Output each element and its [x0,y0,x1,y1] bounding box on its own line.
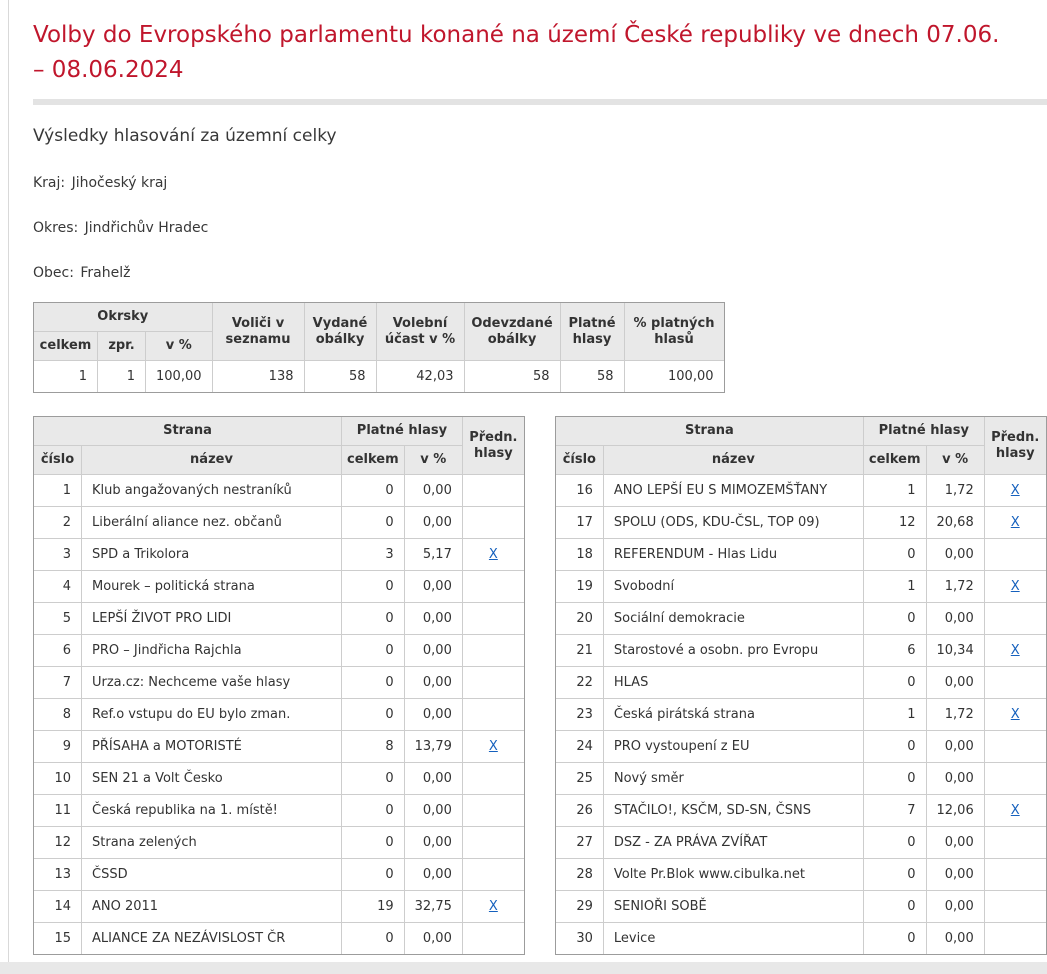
platne-value: 58 [560,361,624,393]
party-votes-cell: 0 [863,859,926,891]
party-number-cell: 20 [555,603,603,635]
pref-votes-cell [984,699,1046,731]
party-pct-cell: 0,00 [404,763,462,795]
party-number-cell: 7 [34,667,82,699]
col-header-v-pct: v % [146,332,213,361]
obec-label: Obec: [33,265,74,281]
party-name-cell: Česká pirátská strana [603,699,863,731]
col-header-predn-hlasy: Předn. hlasy [984,417,1046,475]
party-votes-cell: 0 [342,571,405,603]
page-title: Volby do Evropského parlamentu konané na území České republiky ve dnech 07.06. – 08.06.2024 [33,22,1000,83]
party-name-cell: SPD a Trikolora [82,539,342,571]
party-votes-cell: 1 [863,475,926,507]
party-number-cell: 24 [555,731,603,763]
col-header-celkem: celkem [34,332,98,361]
party-row [555,923,1046,955]
party-name-cell: STAČILO!, KSČM, SD-SN, ČSNS [603,795,863,827]
party-name-cell: HLAS [603,667,863,699]
party-pct-cell: 0,00 [926,667,984,699]
party-row [34,923,525,955]
party-votes-cell: 0 [863,827,926,859]
party-votes-cell: 12 [863,507,926,539]
summary-header-row-1 [34,303,725,332]
kraj-label: Kraj: [33,175,66,191]
pref-votes-cell [462,475,524,507]
party-pct-cell: 1,72 [926,571,984,603]
col-header-predn-hlasy: Předn. hlasy [462,417,524,475]
party-name-cell: Liberální aliance nez. občanů [82,507,342,539]
party-row [555,507,1046,539]
party-name-cell: ANO LEPŠÍ EU S MIMOZEMŠŤANY [603,475,863,507]
pref-votes-cell [462,763,524,795]
okres-line [33,220,1047,236]
results-header-row-1 [34,417,525,446]
col-header-pct-platnych: % platných hlasů [624,303,724,361]
party-name-cell: Nový směr [603,763,863,795]
party-pct-cell: 0,00 [926,731,984,763]
pref-votes-cell [462,795,524,827]
party-pct-cell: 0,00 [404,507,462,539]
col-header-celkem: celkem [863,446,926,475]
pref-votes-link[interactable]: X [1010,803,1020,818]
party-pct-cell: 0,00 [404,827,462,859]
party-number-cell: 10 [34,763,82,795]
pref-votes-cell [462,635,524,667]
pref-votes-cell [984,795,1046,827]
party-votes-cell: 7 [863,795,926,827]
party-name-cell: Volte Pr.Blok www.cibulka.net [603,859,863,891]
party-pct-cell: 0,00 [926,603,984,635]
pref-votes-cell [984,891,1046,923]
okrsky-celkem-value: 1 [34,361,98,393]
party-pct-cell: 0,00 [404,475,462,507]
party-pct-cell: 13,79 [404,731,462,763]
party-row [555,859,1046,891]
party-votes-cell: 0 [863,603,926,635]
volici-value: 138 [212,361,304,393]
party-row [34,859,525,891]
party-votes-cell: 0 [863,891,926,923]
party-row [34,891,525,923]
party-number-cell: 15 [34,923,82,955]
obec-value: Frahelž [80,265,131,281]
okrsky-zpr-value: 1 [98,361,146,393]
party-number-cell: 30 [555,923,603,955]
party-number-cell: 22 [555,667,603,699]
col-header-volici: Voliči v seznamu [212,303,304,361]
results-header-row-2 [34,446,525,475]
party-name-cell: LEPŠÍ ŽIVOT PRO LIDI [82,603,342,635]
party-row [555,475,1046,507]
page-left-border [8,0,9,974]
party-pct-cell: 0,00 [404,635,462,667]
party-votes-cell: 0 [342,859,405,891]
party-name-cell: Svobodní [603,571,863,603]
party-pct-cell: 0,00 [926,539,984,571]
party-number-cell: 29 [555,891,603,923]
party-name-cell: ČSSD [82,859,342,891]
party-name-cell: Česká republika na 1. místě! [82,795,342,827]
party-name-cell: Urza.cz: Nechceme vaše hlasy [82,667,342,699]
pref-votes-cell [462,923,524,955]
party-name-cell: SENIOŘI SOBĚ [603,891,863,923]
pref-votes-cell [984,667,1046,699]
party-votes-cell: 0 [863,539,926,571]
party-pct-cell: 0,00 [404,859,462,891]
party-row [555,795,1046,827]
party-row [555,603,1046,635]
results-header-row-1 [555,417,1046,446]
party-number-cell: 18 [555,539,603,571]
party-number-cell: 12 [34,827,82,859]
pref-votes-link[interactable]: X [488,739,498,754]
party-pct-cell: 0,00 [404,603,462,635]
party-votes-cell: 0 [342,795,405,827]
party-votes-cell: 0 [342,603,405,635]
pref-votes-cell [462,603,524,635]
party-pct-cell: 32,75 [404,891,462,923]
party-row [555,699,1046,731]
col-header-cislo: číslo [555,446,603,475]
page-bottom-strip [0,962,1047,974]
party-number-cell: 16 [555,475,603,507]
results-tables [33,416,1047,955]
pref-votes-cell [984,827,1046,859]
party-pct-cell: 1,72 [926,699,984,731]
party-row [34,603,525,635]
col-header-platne-hlasy: Platné hlasy [342,417,463,446]
pref-votes-link[interactable]: X [488,899,498,914]
party-pct-cell: 0,00 [926,859,984,891]
pref-votes-cell [984,923,1046,955]
pref-votes-cell [984,635,1046,667]
party-row [555,635,1046,667]
party-pct-cell: 12,06 [926,795,984,827]
party-number-cell: 14 [34,891,82,923]
party-votes-cell: 0 [863,923,926,955]
col-header-platne-hlasy: Platné hlasy [863,417,984,446]
pref-votes-cell [462,731,524,763]
party-votes-cell: 0 [863,667,926,699]
party-number-cell: 25 [555,763,603,795]
pref-votes-cell [462,827,524,859]
results-table-2 [555,416,1047,955]
party-number-cell: 8 [34,699,82,731]
party-votes-cell: 0 [342,763,405,795]
pref-votes-link[interactable]: X [488,547,498,562]
party-number-cell: 3 [34,539,82,571]
party-row [555,891,1046,923]
pref-votes-cell [984,731,1046,763]
okres-label: Okres: [33,220,79,236]
pref-votes-cell [462,507,524,539]
party-pct-cell: 0,00 [404,667,462,699]
party-pct-cell: 1,72 [926,475,984,507]
party-name-cell: Strana zelených [82,827,342,859]
party-pct-cell: 0,00 [404,699,462,731]
party-votes-cell: 0 [342,923,405,955]
results-table-1 [33,416,525,955]
party-number-cell: 9 [34,731,82,763]
party-votes-cell: 0 [342,667,405,699]
party-name-cell: Ref.o vstupu do EU bylo zman. [82,699,342,731]
party-name-cell: SPOLU (ODS, KDU-ČSL, TOP 09) [603,507,863,539]
col-header-celkem: celkem [342,446,405,475]
party-pct-cell: 10,34 [926,635,984,667]
col-header-strana: Strana [555,417,863,446]
pref-votes-link[interactable]: X [1010,643,1020,658]
party-votes-cell: 1 [863,571,926,603]
party-row [34,763,525,795]
party-votes-cell: 0 [342,827,405,859]
party-row [34,507,525,539]
section-title: Výsledky hlasování za územní celky [33,126,337,146]
col-header-vydane: Vydané obálky [304,303,376,361]
party-votes-cell: 0 [342,635,405,667]
party-row [34,827,525,859]
pref-votes-cell [462,667,524,699]
col-header-v-pct: v % [404,446,462,475]
party-name-cell: PRO vystoupení z EU [603,731,863,763]
col-header-zpr: zpr. [98,332,146,361]
col-header-strana: Strana [34,417,342,446]
obec-line [33,265,1047,281]
party-pct-cell: 0,00 [926,827,984,859]
pref-votes-cell [462,859,524,891]
pref-votes-cell [984,539,1046,571]
party-pct-cell: 0,00 [404,571,462,603]
party-pct-cell: 0,00 [926,763,984,795]
party-row [555,763,1046,795]
summary-table [33,302,725,393]
party-name-cell: Levice [603,923,863,955]
party-number-cell: 1 [34,475,82,507]
party-votes-cell: 0 [863,731,926,763]
party-number-cell: 17 [555,507,603,539]
pct-platnych-value: 100,00 [624,361,724,393]
party-number-cell: 11 [34,795,82,827]
party-number-cell: 21 [555,635,603,667]
col-header-platne: Platné hlasy [560,303,624,361]
party-row [34,539,525,571]
party-name-cell: ANO 2011 [82,891,342,923]
party-pct-cell: 20,68 [926,507,984,539]
party-votes-cell: 6 [863,635,926,667]
party-row [34,699,525,731]
party-pct-cell: 0,00 [926,891,984,923]
party-number-cell: 26 [555,795,603,827]
pref-votes-link[interactable]: X [1010,579,1020,594]
vydane-value: 58 [304,361,376,393]
party-pct-cell: 0,00 [404,795,462,827]
col-header-odevzdane: Odevzdané obálky [464,303,560,361]
party-number-cell: 23 [555,699,603,731]
pref-votes-link[interactable]: X [1010,707,1020,722]
col-header-nazev: název [603,446,863,475]
party-number-cell: 28 [555,859,603,891]
pref-votes-cell [462,571,524,603]
party-row [34,795,525,827]
party-name-cell: Starostové a osobn. pro Evropu [603,635,863,667]
party-number-cell: 2 [34,507,82,539]
col-header-okrsky: Okrsky [34,303,213,332]
pref-votes-cell [984,603,1046,635]
party-pct-cell: 5,17 [404,539,462,571]
party-name-cell: Sociální demokracie [603,603,863,635]
party-name-cell: PRO – Jindřicha Rajchla [82,635,342,667]
party-votes-cell: 0 [863,763,926,795]
party-row [555,571,1046,603]
party-votes-cell: 0 [342,475,405,507]
party-row [555,667,1046,699]
okres-value: Jindřichův Hradec [84,220,209,236]
results-header-row-2 [555,446,1046,475]
pref-votes-cell [462,891,524,923]
party-row [34,571,525,603]
party-name-cell: REFERENDUM - Hlas Lidu [603,539,863,571]
col-header-cislo: číslo [34,446,82,475]
party-row [34,667,525,699]
pref-votes-cell [984,475,1046,507]
party-votes-cell: 3 [342,539,405,571]
party-name-cell: Mourek – politická strana [82,571,342,603]
party-pct-cell: 0,00 [404,923,462,955]
party-row [555,539,1046,571]
pref-votes-link[interactable]: X [1010,483,1020,498]
party-votes-cell: 1 [863,699,926,731]
pref-votes-cell [984,859,1046,891]
party-name-cell: Klub angažovaných nestraníků [82,475,342,507]
party-row [555,827,1046,859]
okrsky-pct-value: 100,00 [146,361,213,393]
party-votes-cell: 19 [342,891,405,923]
party-number-cell: 4 [34,571,82,603]
party-name-cell: SEN 21 a Volt Česko [82,763,342,795]
party-votes-cell: 8 [342,731,405,763]
party-name-cell: DSZ - ZA PRÁVA ZVÍŘAT [603,827,863,859]
party-number-cell: 13 [34,859,82,891]
title-divider [33,99,1047,105]
party-row [34,475,525,507]
col-header-ucast: Volební účast v % [376,303,464,361]
pref-votes-link[interactable]: X [1010,515,1020,530]
party-number-cell: 6 [34,635,82,667]
odevzdane-value: 58 [464,361,560,393]
pref-votes-cell [984,507,1046,539]
kraj-value: Jihočeský kraj [71,175,168,191]
party-row [555,731,1046,763]
pref-votes-cell [984,571,1046,603]
party-number-cell: 5 [34,603,82,635]
party-votes-cell: 0 [342,699,405,731]
party-number-cell: 27 [555,827,603,859]
party-row [34,635,525,667]
summary-data-row [34,361,725,393]
pref-votes-cell [984,763,1046,795]
pref-votes-cell [462,539,524,571]
ucast-value: 42,03 [376,361,464,393]
party-pct-cell: 0,00 [926,923,984,955]
party-number-cell: 19 [555,571,603,603]
party-votes-cell: 0 [342,507,405,539]
party-name-cell: PŘÍSAHA a MOTORISTÉ [82,731,342,763]
party-name-cell: ALIANCE ZA NEZÁVISLOST ČR [82,923,342,955]
col-header-nazev: název [82,446,342,475]
col-header-v-pct: v % [926,446,984,475]
party-row [34,731,525,763]
pref-votes-cell [462,699,524,731]
kraj-line [33,175,1047,191]
